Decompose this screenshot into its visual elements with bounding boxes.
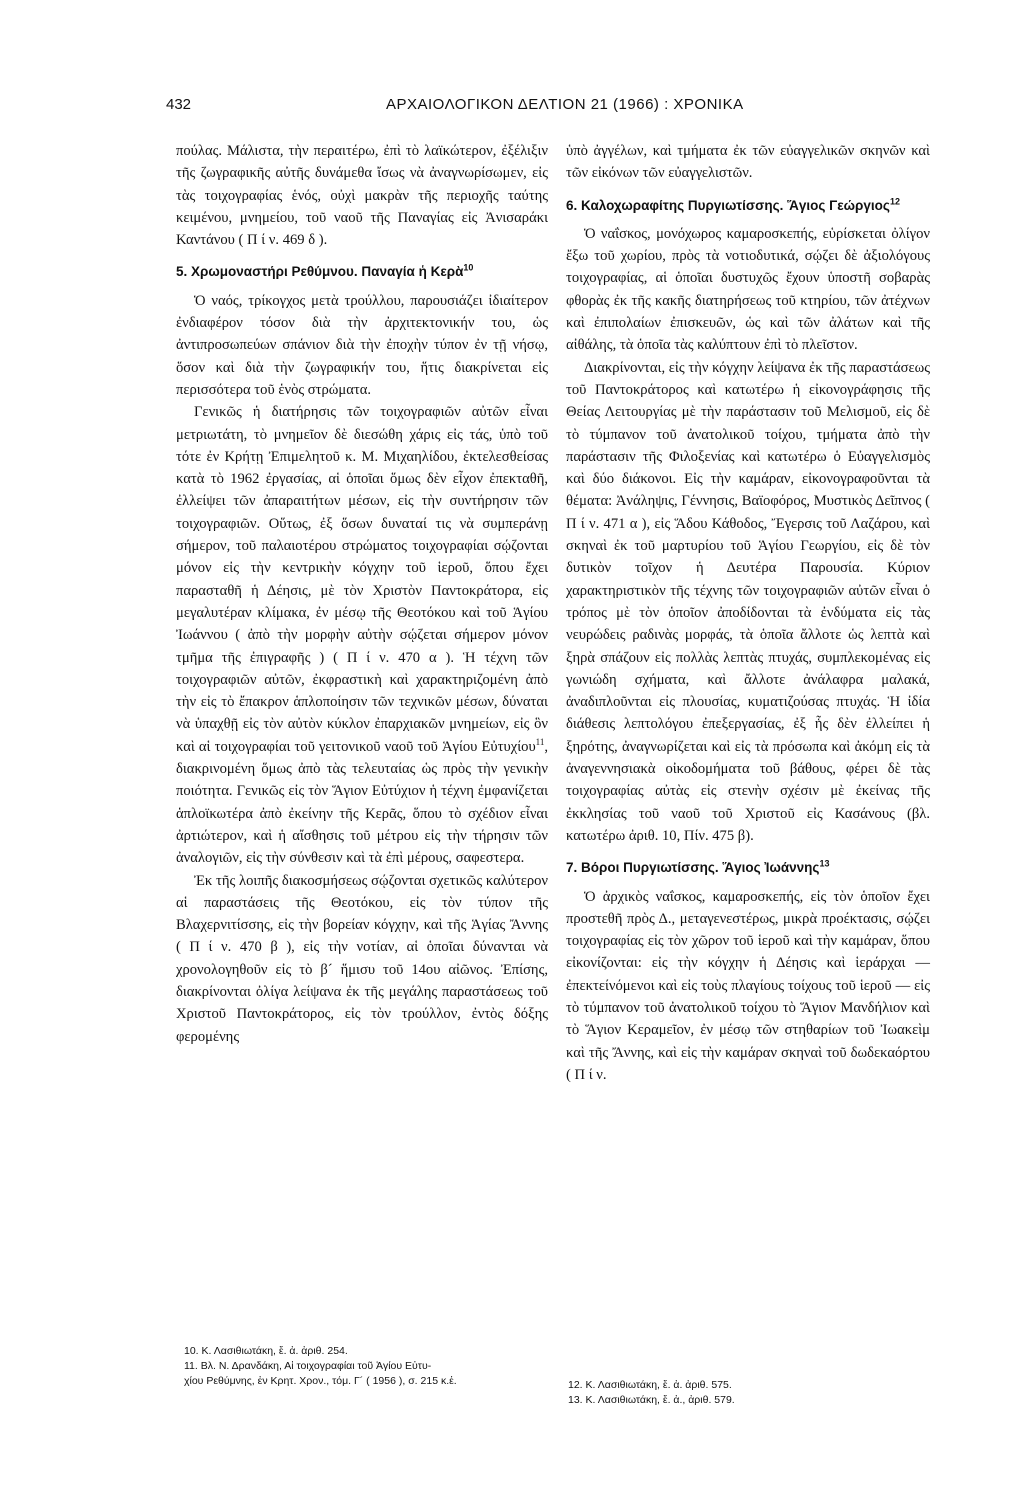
section-heading-6 [566,195,930,217]
paragraph-text: , διακρινομένη ὅμως ἀπὸ τὰς τελευταίας ὡς πρὸς τὴν γενικὴν ποιότητα. Γενικῶς εἰς τὸν Ἅγιον Εὐτύχιον ἡ τέχνη ἐμφανίζεται ἁπλοϊκωτέρα ἀπὸ ἐκείνην τῆς Κερᾶς, ὅπου τὸ σχέδιον εἶναι ἀρτιώτερον, καὶ ἡ αἴσθησις τοῦ μέτρου εἰς τὴν τήρησιν τῶν ἀναλογιῶν, εἰς τὴν σύνθεσιν καὶ τὰ ἐπὶ μέρους, σαφεστερα. [176,738,548,867]
paragraph-text: Γενικῶς ἡ διατήρησις τῶν τοιχογραφιῶν αὐτῶν εἶναι μετριωτάτη, τὸ μνημεῖον δὲ διεσώθη χάρις εἰς τάς, ὑπὸ τοῦ τότε ἐν Κρήτῃ Ἐπιμελητοῦ κ. Μ. Μιχαηλίδου, ἐκτελεσθείσας κατὰ τὸ 1962 ἐργασίας, αἱ ὁποῖαι ὅμως δὲν εἶχον ἐπεκταθῆ, ἐλλείψει τῶν ἀπαραιτήτων μέσων, εἰς τὴν συντήρησιν τῶν τοιχογραφιῶν. Οὕτως, ἐξ ὅσων δυναταί τις νὰ συμπεράνῃ σήμερον, τοῦ παλαιοτέρου στρώματος τοιχογραφίαι σῴζονται μόνον εἰς τὴν κεντρικὴν κόγχην τοῦ ἱεροῦ, ὅπου ἔχει παρασταθῆ ἡ Δέησις, μὲ τὸν Χριστὸν Παντοκράτορα, εἰς μεγαλυτέραν κλίμακα, ἐν μέσῳ τῆς Θεοτόκου καὶ τοῦ Ἁγίου Ἰωάννου ( ἀπὸ τὴν μορφὴν αὐτὴν σῴζεται σήμερον μόνον τμῆμα τῆς ἐπιγραφῆς ) ( Π ί ν. 470 α ). Ἡ τέχνη τῶν τοιχογραφιῶν αὐτῶν, ἐκφραστικὴ καὶ χαρακτηριζομένη ἀπὸ τὴν εἰς τὸ ἔπακρον ἁπλοποίησιν τῶν τεχνικῶν μέσων, δύναται νὰ ὑπαχθῇ εἰς τὸν αὐτὸν κύκλον ἐπαρχιακῶν μνημείων, εἰς ὃν καὶ αἱ τοιχογραφίαι τοῦ γειτονικοῦ ναοῦ τοῦ Ἁγίου Εὐτυχίου [176,404,548,755]
footnote: 13. Κ. Λασιθιωτάκη, ἔ. ἀ., ἀριθ. 579. [568,1394,735,1406]
section-heading-label: 5. Χρωμοναστήρι Ρεθύμνου. [176,264,358,280]
section-heading-5 [176,261,548,283]
right-column [566,140,930,1086]
paragraph: ὑπὸ ἀγγέλων, καὶ τμήματα ἐκ τῶν εὐαγγελικῶν σκηνῶν καὶ τῶν εἰκόνων τῶν εὐαγγελιστῶν. [566,143,930,182]
paragraph: πούλας. Μάλιστα, τὴν περαιτέρω, ἐπὶ τὸ λαϊκώτερον, ἐξέλιξιν τῆς ζωγραφικῆς αὐτῆς δυνάμεθα ἴσως νὰ ἀναγνωρίσωμεν, εἰς τὰς τοιχογραφίας ἑνός, οὐχὶ μακρὰν τῆς περιοχῆς ταύτης κειμένου, μνημείου, τοῦ ναοῦ τῆς Παναγίας εἰς Ἀνισαράκι Καντάνου ( Π ί ν. 469 δ ). [176,143,548,249]
section-heading-label: 6. Καλοχωραφίτης Πυργιωτίσσης. [566,197,784,213]
section-heading-title: Παναγία ἡ Κερὰ [361,264,464,280]
footnote: 10. Κ. Λασιθιωτάκη, ἔ. ἀ. ἀριθ. 254. [184,1345,348,1357]
journal-title: ΑΡΧΑΙΟΛΟΓΙΚΟΝ ΔΕΛΤΙΟΝ 21 (1966) : ΧΡΟΝΙΚΑ [386,96,744,113]
section-heading-7 [566,857,930,879]
footnotes-left [184,1344,548,1389]
footnote-ref: 12 [889,196,900,207]
footnote-continuation: χίου Ρεθύμνης, ἐν Κρητ. Χρον., τόμ. Γ´ ( 1956 ), σ. 215 κ.ἑ. [184,1375,457,1387]
paragraph: Ὁ ναΐσκος, μονόχωρος καμαροσκεπής, εὑρίσκεται ὀλίγον ἔξω τοῦ χωρίου, πρὸς τὰ νοτιοδυτικά, σῴζει δὲ ἀξιολόγους τοιχογραφίας, αἱ ὁποῖαι δυστυχῶς ἔχουν ὑποστῆ σοβαρὰς φθορὰς ἐκ τῆς κακῆς διατηρήσεως τοῦ κτηρίου, τῶν ἀτέχνων καὶ ἐπιπολαίων ἐπισκευῶν, ὡς καὶ τῶν ἀλάτων καὶ τῆς αἰθάλης, τὰ ὁποῖα τὰς καλύπτουν ἐπὶ τὸ πλεῖστον. [566,225,930,354]
paragraph: Διακρίνονται, εἰς τὴν κόγχην λείψανα ἐκ τῆς παραστάσεως τοῦ Παντοκράτορος καὶ κατωτέρω ἡ εἰκονογράφησις τῆς Θείας Λειτουργίας μὲ τὴν παράστασιν τοῦ Μελισμοῦ, εἰς δὲ τὸ τύμπανον τοῦ ἀνατολικοῦ τοίχου, τμήματα ἀπὸ τὴν παράστασιν τῆς Φιλοξενίας καὶ κατωτέρω ὁ Εὐαγγελισμὸς καὶ δύο διάκονοι. Εἰς τὴν καμάραν, εἰκονογραφοῦνται τὰ θέματα: Ἀνάληψις, Γέννησις, Βαϊοφόρος, Μυστικὸς Δεῖπνος ( Π ί ν. 471 α ), εἰς Ἅδου Κάθοδος, Ἔγερσις τοῦ Λαζάρου, καὶ σκηναὶ ἐκ τοῦ μαρτυρίου τοῦ Ἁγίου Γεωργίου, εἰς δὲ τὸν δυτικὸν τοῖχον ἡ Δευτέρα Παρουσία. Κύριον χαρακτηριστικὸν τῆς τέχνης τῶν τοιχογραφιῶν αὐτῶν εἶναι ὁ τρόπος μὲ τὸν ὁποῖον ἀποδίδονται τὰ ἐνδύματα εἰς τὰς νευρώδεις ραδινὰς μορφάς, τὰ ὁποῖα ἄλλοτε ὡς λεπτὰ καὶ ξηρὰ σπάζουν εἰς πολλὰς λεπτὰς πτυχάς, συμπλεκομένας εἰς γωνιώδη σχήματα, καὶ ἄλλοτε ἀνάλαφρα μαλακά, ἀναδιπλοῦνται εἰς πλουσίας, κυματιζούσας πτυχάς. Ἡ ἰδία διάθεσις λεπτολόγου ἐπεξεργασίας, ἐξ ἧς δὲν ἐλλείπει ἡ ξηρότης, ἀναγνωρίζεται καὶ εἰς τὰ πρόσωπα καὶ ἀκόμη εἰς τὰ ἀναγεννησιακὰ οἰκοδομήματα τοῦ βάθους, φέρει δὲ τὰς τοιχογραφίας αὐτὰς εἰς στενὴν σχέσιν μὲ ἐκείνας τῆς ἐκκλησίας τοῦ ναοῦ τοῦ Χριστοῦ εἰς Κασάνους (βλ. κατωτέρω ἀριθ. 10, Πίν. 475 β). [566,359,930,844]
footnote: 11. Βλ. Ν. Δρανδάκη, Αἱ τοιχογραφίαι τοῦ Ἁγίου Εὐτυ- [184,1360,432,1372]
footnote: 12. Κ. Λασιθιωτάκη, ἔ. ἀ. ἀριθ. 575. [568,1379,732,1391]
paragraph: Ὁ ναός, τρίκογχος μετὰ τρούλλου, παρουσιάζει ἰδιαίτερον ἐνδιαφέρον τόσον διὰ τὴν ἀρχιτεκτονικήν του, ὡς ἀντιπροσωπεύων σπάνιον διὰ τὴν ἐποχὴν τύπον ἐν τῇ νήσῳ, ὅσον καὶ διὰ τὴν ζωγραφικήν του, ἥτις διακρίνεται εἰς περισσότερα τοῦ ἑνὸς στρώματα. [176,292,548,398]
section-heading-label: 7. Βόροι Πυργιωτίσσης. [566,860,719,876]
section-heading-title: Ἅγιος Ἰωάννης [722,860,820,876]
paragraph [176,401,548,869]
paragraph: Ἐκ τῆς λοιπῆς διακοσμήσεως σῴζονται σχετικῶς καλύτερον αἱ παραστάσεις τῆς Θεοτόκου, εἰς τὸν τύπον τῆς Βλαχερνιτίσσης, εἰς τὴν βορείαν κόγχην, καὶ τῆς Ἁγίας Ἄννης ( Π ί ν. 470 β ), εἰς τὴν νοτίαν, αἱ ὁποῖαι δύνανται νὰ χρονολογηθοῦν εἰς τὸ β´ ἥμισυ τοῦ 14ου αἰῶνος. Ἐπίσης, διακρίνονται ὀλίγα λείψανα ἐκ τῆς μεγάλης παραστάσεως τοῦ Χριστοῦ Παντοκράτορος, εἰς τὸν τρούλλον, ἐντὸς δόξης φερομένης [176,872,548,1045]
left-column [176,140,548,1048]
footnote-ref: 13 [819,858,830,869]
paragraph: Ὁ ἀρχικὸς ναΐσκος, καμαροσκεπής, εἰς τὸν ὁποῖον ἔχει προστεθῆ πρὸς Δ., μεταγενεστέρως, μικρὰ προέκτασις, σῴζει τοιχογραφίας εἰς τὸν χῶρον τοῦ ἱεροῦ καὶ τὴν καμάραν, ὅπου εἰκονίζονται: εἰς τὴν κόγχην ἡ Δέησις καὶ ἱεράρχαι — ἐπεκτείνόμενοι καὶ εἰς τοὺς πλαγίους τοίχους τοῦ ἱεροῦ — εἰς τὸ τύμπανον τοῦ ἀνατολικοῦ τοίχου τὸ Ἅγιον Μανδήλιον καὶ τὸ Ἅγιον Κεραμεῖον, ἐν μέσῳ τῶν στηθαρίων τοῦ Ἰωακεὶμ καὶ τῆς Ἄννης, καὶ εἰς τὴν καμάραν σκηναὶ τοῦ δωδεκαόρτου ( Π ί ν. [566,888,930,1083]
footnotes-right [568,1378,928,1408]
section-heading-title: Ἅγιος Γεώργιος [787,197,890,213]
running-header [166,96,866,118]
page-number: 432 [166,96,192,113]
footnote-ref: 10 [463,262,474,273]
footnote-ref: 11 [535,736,545,747]
